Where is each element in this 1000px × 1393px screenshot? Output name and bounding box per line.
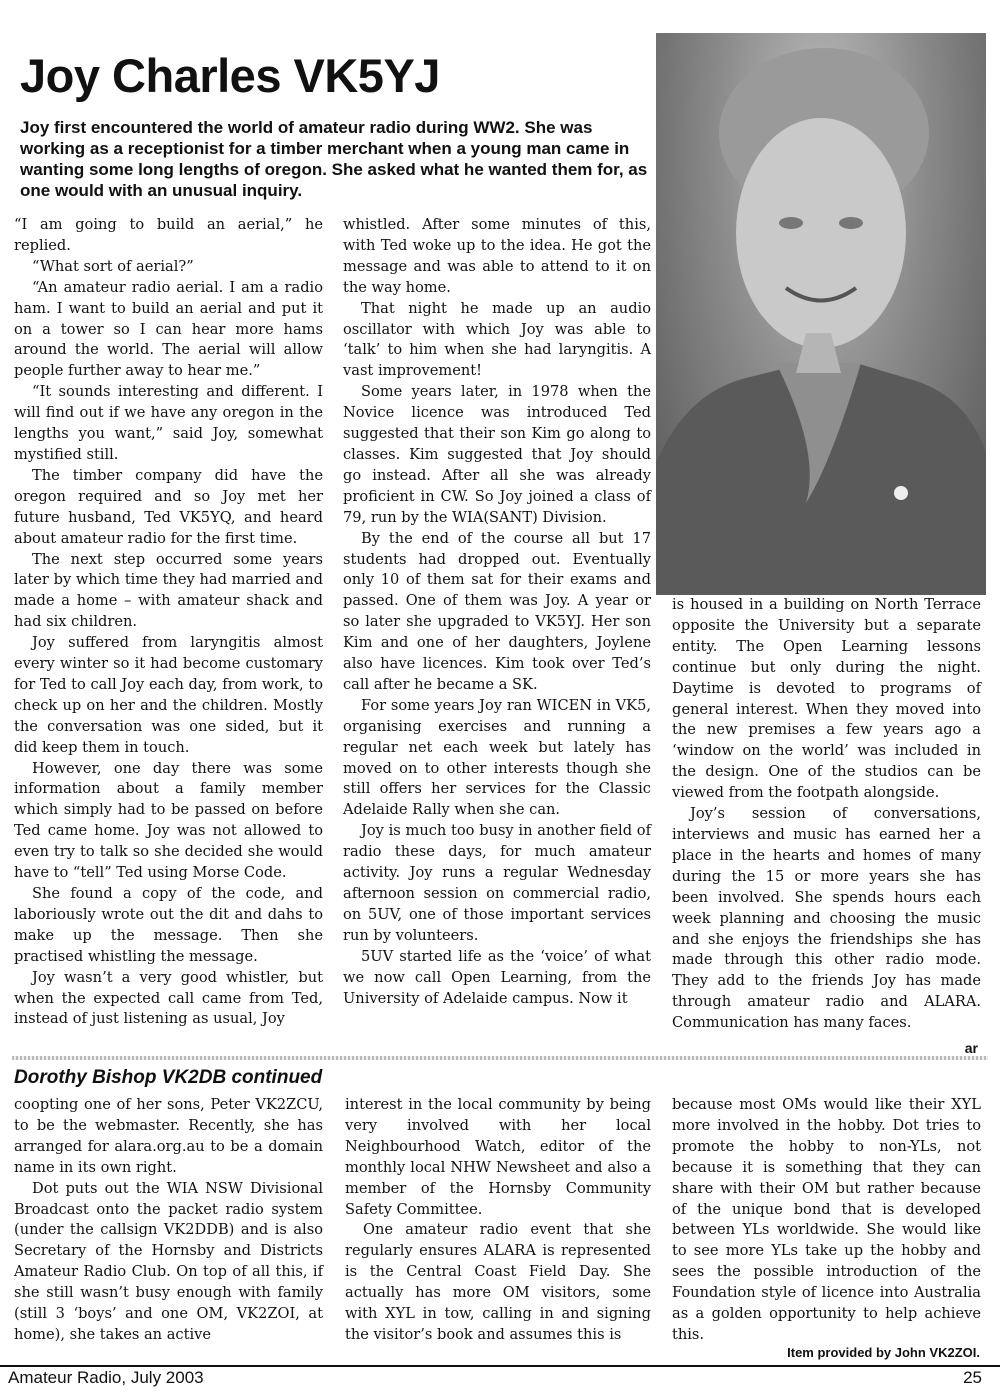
paragraph: “What sort of aerial?” <box>32 257 194 275</box>
continued-column-3 <box>672 1095 981 1346</box>
paragraph: Dot puts out the WIA NSW Divisional Broadcast onto the packet radio system (under the callsign VK2DDB) and is also Secretary of the Hornsby and Districts Amateur Radio Club. On top of all this, if she still wasn’t busy enough with family (still 3 ‘boys’ and one OM, VK2ZOI, at home), she takes an active <box>14 1179 323 1343</box>
paragraph: interest in the local community by being very involved with her local Neighbourhood Watch, editor of the monthly local NHW Newsheet and also a member of the Hornsby Community Safety Committee. <box>345 1096 651 1218</box>
item-credit: Item provided by John VK2ZOI. <box>787 1345 980 1360</box>
footer-publication: Amateur Radio, July 2003 <box>8 1368 204 1387</box>
article-column-2 <box>343 215 651 1009</box>
portrait-photo <box>656 33 986 595</box>
paragraph: Joy is much too busy in another field of radio these days, for much amateur activity. Joy runs a regular Wednesday afternoon session on commercial radio, on 5UV, one of those important services run by volunteers. <box>343 822 651 944</box>
paragraph: Joy’s session of conversations, interviews and music has earned her a place in the hearts and homes of many during the 15 or more years she has been involved. She spends hours each week planning and choosing the music and she enjoys the friendships she has made through this other radio mode. They add to the friends Joy has made through amateur radio and ALARA. Communication has many faces. <box>672 805 981 1032</box>
article-title: Joy Charles VK5YJ <box>20 49 440 102</box>
end-mark: ar <box>964 1040 978 1056</box>
article-column-3 <box>672 595 981 1034</box>
portrait-illustration <box>656 33 986 595</box>
paragraph: is housed in a building on North Terrace opposite the University but a separate entity. The Open Learning lessons continue but only during the night. Daytime is devoted to programs of general interest. When they moved into the new premises a few years ago a ‘window on the world’ was included in the design. One of the studios can be viewed from the footpath alongside. <box>672 596 981 802</box>
paragraph: That night he made up an audio oscillator with which Joy was able to ‘talk’ to him when she had laryngitis. A vast improvement! <box>343 299 651 380</box>
paragraph: She found a copy of the code, and laboriously wrote out the dit and dahs to make up the message. Then she practised whistling the message. <box>14 885 323 965</box>
paragraph: However, one day there was some information about a family member which simply had to be passed on before Ted came home. Joy was not allowed to even try to talk so she decided she would have to “tell” Ted using Morse Code. <box>14 759 323 882</box>
paragraph: “I am going to build an aerial,” he replied. <box>14 216 323 254</box>
paragraph: “An amateur radio aerial. I am a radio ham. I want to build an aerial and put it on a tower so I can hear more hams around the world. The aerial will allow people further away to hear me.” <box>14 278 323 380</box>
paragraph: 5UV started life as the ‘voice’ of what we now call Open Learning, from the University of Adelaide campus. Now it <box>343 947 651 1007</box>
article-column-1 <box>14 215 323 1030</box>
paragraph: coopting one of her sons, Peter VK2ZCU, to be the webmaster. Recently, she has arranged for alara.org.au to be a domain name in its own right. <box>14 1096 323 1176</box>
paragraph: One amateur radio event that she regularly ensures ALARA is represented is the Central Coast Field Day. She actually has more OM visitors, some with XYL in tow, calling in and signing the visitor’s book and assumes this is <box>345 1221 651 1343</box>
paragraph: The next step occurred some years later by which time they had married and made a home – with amateur shack and had six children. <box>14 550 323 631</box>
paragraph: The timber company did have the oregon required and so Joy met her future husband, Ted VK5YQ, and heard about amateur radio for the first time. <box>14 466 323 547</box>
paragraph: Joy suffered from laryngitis almost every winter so it had become customary for Ted to call Joy each day, from work, to check up on her and the children. Mostly the conversation was one sided, but it did keep them in touch. <box>14 634 323 756</box>
paragraph: “It sounds interesting and different. I will find out if we have any oregon in the lengths you want,” said Joy, somewhat mystified still. <box>14 383 323 463</box>
paragraph: For some years Joy ran WICEN in VK5, organising exercises and running a regular net each week but lately has moved on to other interests though she still offers her services for the Classic Adelaide Rally when she can. <box>343 696 651 819</box>
paragraph: whistled. After some minutes of this, with Ted woke up to the idea. He got the message and was able to attend to it on the way home. <box>343 216 651 296</box>
continued-column-1 <box>14 1095 323 1346</box>
paragraph: By the end of the course all but 17 students had dropped out. Eventually only 10 of them sat for their exams and passed. One of them was Joy. A year or so later she upgraded to VK5YJ. Her son Kim and one of her daughters, Joylene also have licences. Kim took over Ted’s call after he became a SK. <box>343 529 651 693</box>
continued-heading: Dorothy Bishop VK2DB continued <box>14 1067 323 1088</box>
continued-column-2 <box>345 1095 651 1346</box>
footer-rule <box>0 1365 1000 1367</box>
paragraph: Joy wasn’t a very good whistler, but when the expected call came from Ted, instead of just listening as usual, Joy <box>14 968 323 1028</box>
paragraph: Some years later, in 1978 when the Novice licence was introduced Ted suggested that their son Kim go along to classes. Kim suggested that Joy should go instead. After all she was already proficient in CW. So Joy joined a class of 79, run by the WIA(SANT) Division. <box>343 383 651 526</box>
article-intro: Joy first encountered the world of amateur radio during WW2. She was working as a receptionist for a timber merchant when a young man came in wanting some long lengths of oregon. She asked what he wanted them for, as one would with an unusual inquiry. <box>20 118 648 200</box>
section-divider <box>12 1056 988 1060</box>
paragraph: because most OMs would like their XYL more involved in the hobby. Dot tries to promote the hobby to non-YLs, not because it is something that they can share with their OM but rather because of the unique bond that is developed between YLs worldwide. She would like to see more YLs take up the hobby and sees the possible introduction of the Foundation style of licence into Australia as a golden opportunity to help achieve this. <box>672 1096 981 1343</box>
page-number: 25 <box>963 1368 982 1387</box>
